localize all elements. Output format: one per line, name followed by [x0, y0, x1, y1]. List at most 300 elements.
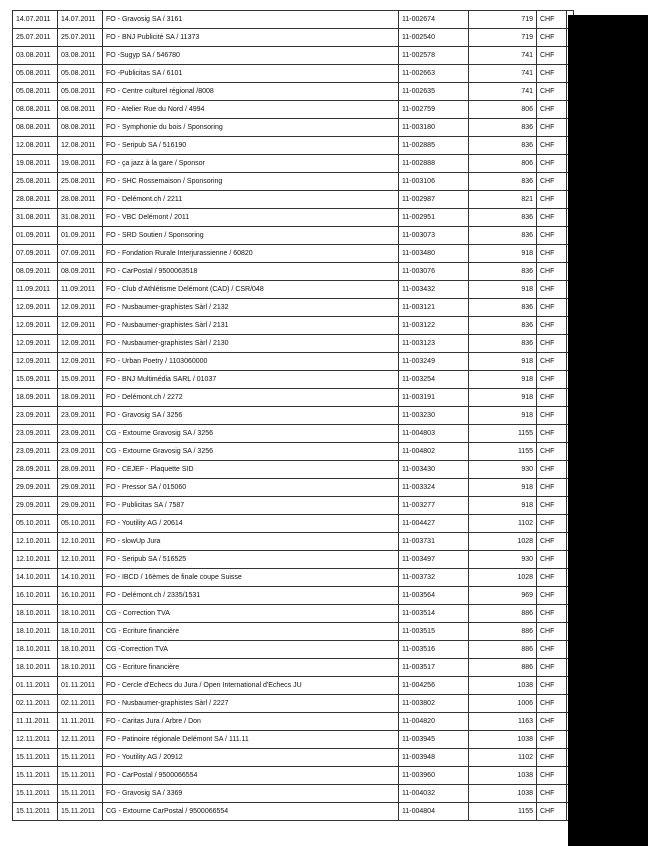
value-date-cell: 11.09.2011 — [58, 281, 103, 299]
table-row — [13, 713, 574, 731]
reference-cell: 11-003516 — [399, 641, 469, 659]
table-row — [13, 749, 574, 767]
value-date-cell: 05.08.2011 — [58, 83, 103, 101]
value-date-cell: 01.11.2011 — [58, 677, 103, 695]
description-cell: FO - Fondation Rurale Interjurassienne / 60820 — [103, 245, 399, 263]
reference-cell: 11-003564 — [399, 587, 469, 605]
currency-cell: CHF — [537, 155, 567, 173]
booking-date-cell: 18.10.2011 — [13, 641, 58, 659]
value-date-cell: 12.09.2011 — [58, 353, 103, 371]
value-date-cell: 05.10.2011 — [58, 515, 103, 533]
currency-cell: CHF — [537, 767, 567, 785]
table-row — [13, 605, 574, 623]
reference-cell: 11-003191 — [399, 389, 469, 407]
reference-cell: 11-003432 — [399, 281, 469, 299]
booking-date-cell: 05.08.2011 — [13, 83, 58, 101]
table-row — [13, 263, 574, 281]
booking-date-cell: 12.09.2011 — [13, 335, 58, 353]
currency-cell: CHF — [537, 335, 567, 353]
description-cell: FO - Nusbaumer-graphistes Sàrl / 2132 — [103, 299, 399, 317]
description-cell: FO - BNJ Multimédia SARL / 01037 — [103, 371, 399, 389]
reference-cell: 11-003122 — [399, 317, 469, 335]
description-cell: FO - Delémont.ch / 2272 — [103, 389, 399, 407]
value-date-cell: 18.09.2011 — [58, 389, 103, 407]
table-row — [13, 695, 574, 713]
table-row — [13, 137, 574, 155]
amount-cell: 1163 — [469, 713, 537, 731]
reference-cell: 11-004032 — [399, 785, 469, 803]
table-row — [13, 641, 574, 659]
table-row — [13, 803, 574, 821]
table-row — [13, 677, 574, 695]
value-date-cell: 15.11.2011 — [58, 767, 103, 785]
currency-cell: CHF — [537, 425, 567, 443]
currency-cell: CHF — [537, 587, 567, 605]
currency-cell: CHF — [537, 803, 567, 821]
currency-cell: CHF — [537, 461, 567, 479]
reference-cell: 11-004256 — [399, 677, 469, 695]
amount-cell: 836 — [469, 227, 537, 245]
table-row — [13, 371, 574, 389]
reference-cell: 11-003254 — [399, 371, 469, 389]
booking-date-cell: 12.11.2011 — [13, 731, 58, 749]
reference-cell: 11-004804 — [399, 803, 469, 821]
reference-cell: 11-002888 — [399, 155, 469, 173]
currency-cell: CHF — [537, 605, 567, 623]
amount-cell: 1038 — [469, 731, 537, 749]
amount-cell: 1155 — [469, 443, 537, 461]
currency-cell: CHF — [537, 83, 567, 101]
description-cell: FO - CEJEF - Plaquette SID — [103, 461, 399, 479]
currency-cell: CHF — [537, 29, 567, 47]
currency-cell: CHF — [537, 785, 567, 803]
booking-date-cell: 12.09.2011 — [13, 353, 58, 371]
currency-cell: CHF — [537, 659, 567, 677]
table-row — [13, 191, 574, 209]
currency-cell: CHF — [537, 749, 567, 767]
currency-cell: CHF — [537, 101, 567, 119]
booking-date-cell: 07.09.2011 — [13, 245, 58, 263]
table-row — [13, 119, 574, 137]
table-row — [13, 335, 574, 353]
currency-cell: CHF — [537, 11, 567, 29]
table-row — [13, 317, 574, 335]
currency-cell: CHF — [537, 371, 567, 389]
reference-cell: 11-003731 — [399, 533, 469, 551]
booking-date-cell: 14.10.2011 — [13, 569, 58, 587]
reference-cell: 11-004802 — [399, 443, 469, 461]
reference-cell: 11-003514 — [399, 605, 469, 623]
description-cell: FO - Delémont.ch / 2335/1531 — [103, 587, 399, 605]
reference-cell: 11-003948 — [399, 749, 469, 767]
value-date-cell: 08.08.2011 — [58, 101, 103, 119]
description-cell: FO - ça jazz à la gare / Sponsor — [103, 155, 399, 173]
table-row — [13, 551, 574, 569]
amount-cell: 918 — [469, 407, 537, 425]
value-date-cell: 16.10.2011 — [58, 587, 103, 605]
booking-date-cell: 15.11.2011 — [13, 749, 58, 767]
table-row — [13, 47, 574, 65]
amount-cell: 836 — [469, 335, 537, 353]
booking-date-cell: 14.07.2011 — [13, 11, 58, 29]
amount-cell: 836 — [469, 317, 537, 335]
booking-date-cell: 03.08.2011 — [13, 47, 58, 65]
booking-date-cell: 29.09.2011 — [13, 479, 58, 497]
reference-cell: 11-004803 — [399, 425, 469, 443]
currency-cell: CHF — [537, 245, 567, 263]
reference-cell: 11-002987 — [399, 191, 469, 209]
amount-cell: 821 — [469, 191, 537, 209]
currency-cell: CHF — [537, 317, 567, 335]
booking-date-cell: 16.10.2011 — [13, 587, 58, 605]
reference-cell: 11-003960 — [399, 767, 469, 785]
value-date-cell: 28.09.2011 — [58, 461, 103, 479]
amount-cell: 806 — [469, 155, 537, 173]
value-date-cell: 12.11.2011 — [58, 731, 103, 749]
table-row — [13, 425, 574, 443]
reference-cell: 11-003480 — [399, 245, 469, 263]
table-row — [13, 623, 574, 641]
amount-cell: 1028 — [469, 569, 537, 587]
booking-date-cell: 15.11.2011 — [13, 767, 58, 785]
value-date-cell: 08.08.2011 — [58, 119, 103, 137]
amount-cell: 1006 — [469, 695, 537, 713]
description-cell: CG - Correction TVA — [103, 605, 399, 623]
value-date-cell: 12.09.2011 — [58, 317, 103, 335]
currency-cell: CHF — [537, 407, 567, 425]
description-cell: FO -Sugyp SA / 546780 — [103, 47, 399, 65]
value-date-cell: 08.09.2011 — [58, 263, 103, 281]
table-row — [13, 353, 574, 371]
table-row — [13, 443, 574, 461]
description-cell: CG - Extourne CarPostal / 9500066554 — [103, 803, 399, 821]
booking-date-cell: 12.09.2011 — [13, 317, 58, 335]
amount-cell: 886 — [469, 605, 537, 623]
amount-cell: 741 — [469, 47, 537, 65]
reference-cell: 11-003249 — [399, 353, 469, 371]
table-row — [13, 767, 574, 785]
table-row — [13, 407, 574, 425]
redaction-block — [568, 15, 648, 846]
reference-cell: 11-003277 — [399, 497, 469, 515]
amount-cell: 719 — [469, 29, 537, 47]
description-cell: CG - Ecriture financière — [103, 659, 399, 677]
table-row — [13, 155, 574, 173]
currency-cell: CHF — [537, 263, 567, 281]
description-cell: CG - Extourne Gravosig SA / 3256 — [103, 443, 399, 461]
booking-date-cell: 12.10.2011 — [13, 533, 58, 551]
booking-date-cell: 29.09.2011 — [13, 497, 58, 515]
value-date-cell: 29.09.2011 — [58, 497, 103, 515]
currency-cell: CHF — [537, 47, 567, 65]
amount-cell: 741 — [469, 65, 537, 83]
currency-cell: CHF — [537, 479, 567, 497]
amount-cell: 918 — [469, 281, 537, 299]
booking-date-cell: 18.10.2011 — [13, 659, 58, 677]
currency-cell: CHF — [537, 623, 567, 641]
description-cell: FO - Patinoire régionale Delémont SA / 111.11 — [103, 731, 399, 749]
reference-cell: 11-003945 — [399, 731, 469, 749]
table-row — [13, 533, 574, 551]
amount-cell: 1155 — [469, 803, 537, 821]
amount-cell: 1102 — [469, 515, 537, 533]
value-date-cell: 18.10.2011 — [58, 659, 103, 677]
value-date-cell: 25.08.2011 — [58, 173, 103, 191]
value-date-cell: 12.09.2011 — [58, 335, 103, 353]
table-row — [13, 245, 574, 263]
table-row — [13, 65, 574, 83]
booking-date-cell: 12.09.2011 — [13, 299, 58, 317]
description-cell: FO - Delémont.ch / 2211 — [103, 191, 399, 209]
description-cell: CG - Extourne Gravosig SA / 3256 — [103, 425, 399, 443]
amount-cell: 1038 — [469, 785, 537, 803]
table-row — [13, 299, 574, 317]
currency-cell: CHF — [537, 569, 567, 587]
amount-cell: 1038 — [469, 767, 537, 785]
description-cell: FO - Cercle d'Echecs du Jura / Open International d'Echecs JU — [103, 677, 399, 695]
currency-cell: CHF — [537, 389, 567, 407]
description-cell: FO - Publicitas SA / 7587 — [103, 497, 399, 515]
amount-cell: 886 — [469, 659, 537, 677]
description-cell: FO - Symphonie du bois / Sponsoring — [103, 119, 399, 137]
booking-date-cell: 23.09.2011 — [13, 443, 58, 461]
currency-cell: CHF — [537, 497, 567, 515]
value-date-cell: 05.08.2011 — [58, 65, 103, 83]
currency-cell: CHF — [537, 641, 567, 659]
table-row — [13, 83, 574, 101]
description-cell: FO - Caritas Jura / Arbre / Don — [103, 713, 399, 731]
description-cell: FO - Gravosig SA / 3161 — [103, 11, 399, 29]
booking-date-cell: 01.11.2011 — [13, 677, 58, 695]
reference-cell: 11-003230 — [399, 407, 469, 425]
amount-cell: 918 — [469, 371, 537, 389]
booking-date-cell: 25.08.2011 — [13, 173, 58, 191]
table-row — [13, 785, 574, 803]
table-row — [13, 659, 574, 677]
value-date-cell: 15.11.2011 — [58, 803, 103, 821]
currency-cell: CHF — [537, 299, 567, 317]
amount-cell: 1028 — [469, 533, 537, 551]
amount-cell: 930 — [469, 461, 537, 479]
description-cell: FO - Youtility AG / 20912 — [103, 749, 399, 767]
description-cell: FO - IBCD / 16èmes de finale coupe Suisse — [103, 569, 399, 587]
booking-date-cell: 15.11.2011 — [13, 785, 58, 803]
description-cell: FO - slowUp Jura — [103, 533, 399, 551]
ledger-body — [13, 11, 574, 821]
booking-date-cell: 18.10.2011 — [13, 605, 58, 623]
currency-cell: CHF — [537, 65, 567, 83]
reference-cell: 11-004427 — [399, 515, 469, 533]
booking-date-cell: 12.08.2011 — [13, 137, 58, 155]
value-date-cell: 25.07.2011 — [58, 29, 103, 47]
value-date-cell: 01.09.2011 — [58, 227, 103, 245]
amount-cell: 836 — [469, 263, 537, 281]
value-date-cell: 29.09.2011 — [58, 479, 103, 497]
booking-date-cell: 18.10.2011 — [13, 623, 58, 641]
amount-cell: 886 — [469, 623, 537, 641]
table-row — [13, 479, 574, 497]
value-date-cell: 28.08.2011 — [58, 191, 103, 209]
reference-cell: 11-002759 — [399, 101, 469, 119]
booking-date-cell: 28.08.2011 — [13, 191, 58, 209]
description-cell: FO - VBC Delémont / 2011 — [103, 209, 399, 227]
reference-cell: 11-003121 — [399, 299, 469, 317]
description-cell: FO - CarPostal / 9500063518 — [103, 263, 399, 281]
description-cell: CG - Ecriture financière — [103, 623, 399, 641]
reference-cell: 11-002885 — [399, 137, 469, 155]
amount-cell: 719 — [469, 11, 537, 29]
value-date-cell: 18.10.2011 — [58, 641, 103, 659]
value-date-cell: 23.09.2011 — [58, 443, 103, 461]
booking-date-cell: 18.09.2011 — [13, 389, 58, 407]
value-date-cell: 12.09.2011 — [58, 299, 103, 317]
currency-cell: CHF — [537, 443, 567, 461]
table-row — [13, 587, 574, 605]
reference-cell: 11-003802 — [399, 695, 469, 713]
booking-date-cell: 25.07.2011 — [13, 29, 58, 47]
description-cell: FO - Seripub SA / 516525 — [103, 551, 399, 569]
description-cell: FO - Youtility AG / 20614 — [103, 515, 399, 533]
value-date-cell: 07.09.2011 — [58, 245, 103, 263]
booking-date-cell: 01.09.2011 — [13, 227, 58, 245]
currency-cell: CHF — [537, 119, 567, 137]
amount-cell: 969 — [469, 587, 537, 605]
value-date-cell: 31.08.2011 — [58, 209, 103, 227]
reference-cell: 11-003073 — [399, 227, 469, 245]
amount-cell: 836 — [469, 209, 537, 227]
currency-cell: CHF — [537, 533, 567, 551]
reference-cell: 11-003430 — [399, 461, 469, 479]
value-date-cell: 18.10.2011 — [58, 605, 103, 623]
table-row — [13, 173, 574, 191]
reference-cell: 11-003106 — [399, 173, 469, 191]
booking-date-cell: 11.11.2011 — [13, 713, 58, 731]
table-row — [13, 11, 574, 29]
amount-cell: 741 — [469, 83, 537, 101]
amount-cell: 918 — [469, 389, 537, 407]
reference-cell: 11-003497 — [399, 551, 469, 569]
amount-cell: 918 — [469, 353, 537, 371]
description-cell: FO - CarPostal / 9500066554 — [103, 767, 399, 785]
booking-date-cell: 31.08.2011 — [13, 209, 58, 227]
currency-cell: CHF — [537, 695, 567, 713]
amount-cell: 836 — [469, 137, 537, 155]
currency-cell: CHF — [537, 515, 567, 533]
table-row — [13, 209, 574, 227]
amount-cell: 918 — [469, 245, 537, 263]
currency-cell: CHF — [537, 353, 567, 371]
description-cell: FO - Nusbaumer-graphistes Sàrl / 2130 — [103, 335, 399, 353]
table-row — [13, 101, 574, 119]
value-date-cell: 11.11.2011 — [58, 713, 103, 731]
booking-date-cell: 15.11.2011 — [13, 803, 58, 821]
currency-cell: CHF — [537, 731, 567, 749]
amount-cell: 1155 — [469, 425, 537, 443]
description-cell: FO - Nusbaumer-graphistes Sàrl / 2131 — [103, 317, 399, 335]
description-cell: FO - Seripub SA / 516190 — [103, 137, 399, 155]
amount-cell: 806 — [469, 101, 537, 119]
description-cell: FO - SRD Soutien / Sponsoring — [103, 227, 399, 245]
description-cell: FO - Club d'Athlétisme Delémont (CAD) / CSR/048 — [103, 281, 399, 299]
description-cell: FO - BNJ Publicité SA / 11373 — [103, 29, 399, 47]
booking-date-cell: 08.08.2011 — [13, 101, 58, 119]
value-date-cell: 02.11.2011 — [58, 695, 103, 713]
booking-date-cell: 19.08.2011 — [13, 155, 58, 173]
ledger-table — [12, 10, 574, 821]
description-cell: FO - SHC Rossemaison / Sponsoring — [103, 173, 399, 191]
table-row — [13, 731, 574, 749]
booking-date-cell: 12.10.2011 — [13, 551, 58, 569]
amount-cell: 836 — [469, 173, 537, 191]
amount-cell: 1038 — [469, 677, 537, 695]
description-cell: CG -Correction TVA — [103, 641, 399, 659]
reference-cell: 11-003180 — [399, 119, 469, 137]
booking-date-cell: 23.09.2011 — [13, 407, 58, 425]
booking-date-cell: 08.08.2011 — [13, 119, 58, 137]
currency-cell: CHF — [537, 209, 567, 227]
table-row — [13, 515, 574, 533]
value-date-cell: 19.08.2011 — [58, 155, 103, 173]
description-cell: FO - Nusbaumer-graphistes Sàrl / 2227 — [103, 695, 399, 713]
reference-cell: 11-003076 — [399, 263, 469, 281]
reference-cell: 11-002951 — [399, 209, 469, 227]
table-row — [13, 281, 574, 299]
currency-cell: CHF — [537, 677, 567, 695]
reference-cell: 11-003324 — [399, 479, 469, 497]
value-date-cell: 23.09.2011 — [58, 407, 103, 425]
booking-date-cell: 08.09.2011 — [13, 263, 58, 281]
currency-cell: CHF — [537, 173, 567, 191]
currency-cell: CHF — [537, 551, 567, 569]
description-cell: FO - Centre culturel régional /8008 — [103, 83, 399, 101]
currency-cell: CHF — [537, 227, 567, 245]
amount-cell: 1102 — [469, 749, 537, 767]
reference-cell: 11-004820 — [399, 713, 469, 731]
booking-date-cell: 05.10.2011 — [13, 515, 58, 533]
reference-cell: 11-002540 — [399, 29, 469, 47]
value-date-cell: 15.11.2011 — [58, 785, 103, 803]
table-row — [13, 569, 574, 587]
reference-cell: 11-003515 — [399, 623, 469, 641]
value-date-cell: 14.07.2011 — [58, 11, 103, 29]
reference-cell: 11-002578 — [399, 47, 469, 65]
currency-cell: CHF — [537, 713, 567, 731]
booking-date-cell: 28.09.2011 — [13, 461, 58, 479]
booking-date-cell: 23.09.2011 — [13, 425, 58, 443]
description-cell: FO - Pressor SA / 015060 — [103, 479, 399, 497]
table-row — [13, 461, 574, 479]
reference-cell: 11-002635 — [399, 83, 469, 101]
booking-date-cell: 02.11.2011 — [13, 695, 58, 713]
value-date-cell: 15.09.2011 — [58, 371, 103, 389]
reference-cell: 11-002674 — [399, 11, 469, 29]
value-date-cell: 14.10.2011 — [58, 569, 103, 587]
table-row — [13, 29, 574, 47]
value-date-cell: 12.10.2011 — [58, 551, 103, 569]
description-cell: FO - Urban Poetry / 1103060000 — [103, 353, 399, 371]
currency-cell: CHF — [537, 281, 567, 299]
description-cell: FO - Gravosig SA / 3369 — [103, 785, 399, 803]
value-date-cell: 23.09.2011 — [58, 425, 103, 443]
value-date-cell: 03.08.2011 — [58, 47, 103, 65]
table-row — [13, 497, 574, 515]
amount-cell: 930 — [469, 551, 537, 569]
booking-date-cell: 05.08.2011 — [13, 65, 58, 83]
amount-cell: 836 — [469, 119, 537, 137]
amount-cell: 918 — [469, 497, 537, 515]
value-date-cell: 18.10.2011 — [58, 623, 103, 641]
amount-cell: 918 — [469, 479, 537, 497]
